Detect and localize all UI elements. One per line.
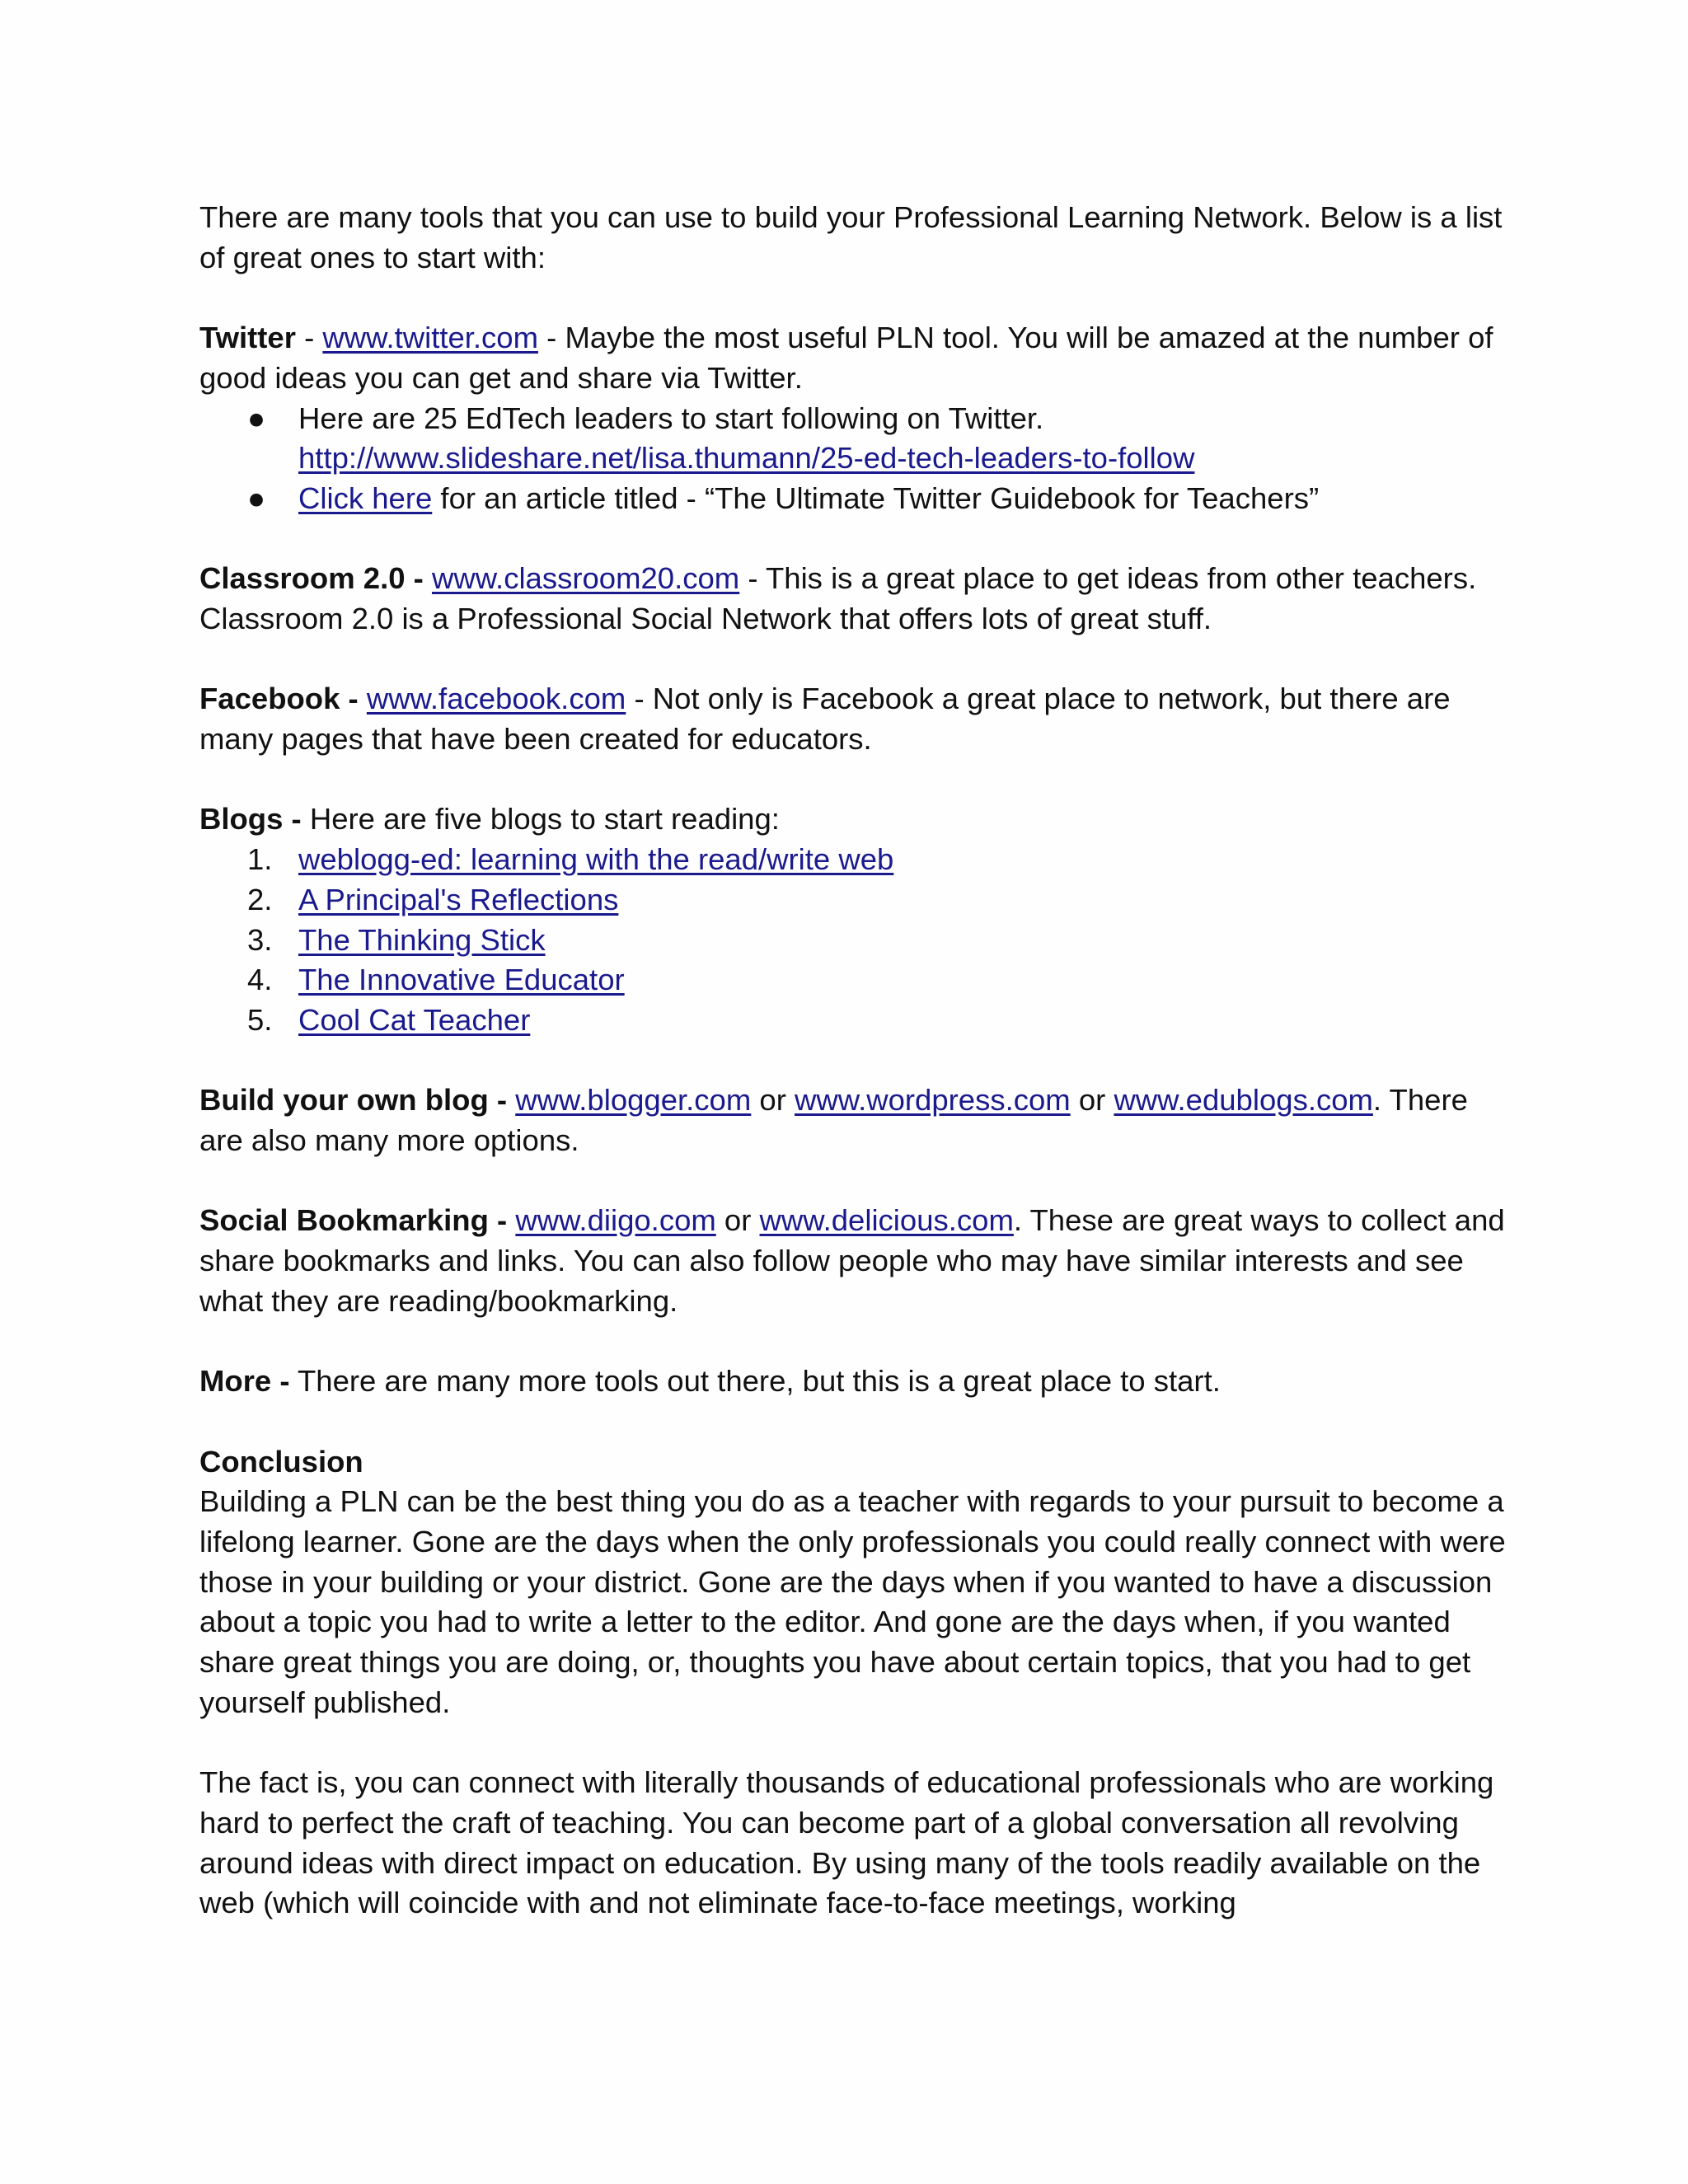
blog-link-cool-cat-teacher[interactable]: Cool Cat Teacher: [298, 1003, 531, 1037]
spacer: [199, 1402, 1518, 1442]
delicious-link[interactable]: www.delicious.com: [759, 1203, 1014, 1238]
intro-paragraph: There are many tools that you can use to build your Professional Learning Network. Below is a list of great ones to start with:: [199, 200, 1503, 274]
bullet-text: for an article titled - “The Ultimate Twitter Guidebook for Teachers”: [432, 480, 1320, 515]
more-paragraph: [199, 1361, 1518, 1402]
click-here-link[interactable]: Click here: [298, 480, 433, 515]
twitter-bullet-list: [199, 399, 1518, 519]
classroom-label: Classroom 2.0 -: [199, 561, 424, 596]
document-body: [199, 198, 1518, 1924]
social-bookmarking-description: . These are great ways to collect and share bookmarks and links. You can also follow people who may have similar interests and see what they are reading/bookmarking.: [199, 1203, 1505, 1318]
list-item: [199, 840, 1518, 880]
or-text: or: [751, 1083, 795, 1118]
twitter-label: Twitter: [199, 321, 296, 355]
facebook-description: - Not only is Facebook a great place to network, but there are many pages that have been created for educators.: [199, 682, 1451, 757]
spacer: [199, 278, 1518, 318]
facebook-paragraph: [199, 679, 1518, 759]
twitter-link[interactable]: www.twitter.com: [322, 321, 539, 355]
more-label: More -: [199, 1364, 290, 1399]
blogs-list: [199, 840, 1518, 1041]
social-bookmarking-paragraph: [199, 1201, 1518, 1321]
blogs-paragraph: [199, 799, 1518, 840]
wordpress-link[interactable]: www.wordpress.com: [795, 1083, 1071, 1118]
list-number: 5.: [247, 1003, 273, 1037]
or-text: or: [715, 1203, 760, 1238]
twitter-paragraph: [199, 318, 1518, 398]
bullet-text: Here are 25 EdTech leaders to start following on Twitter.: [298, 401, 1044, 435]
facebook-label: Facebook -: [199, 682, 359, 716]
classroom-paragraph: [199, 559, 1518, 639]
classroom-description: - This is a great place to get ideas from other teachers. Classroom 2.0 is a Professional Social Network that offers lots of great stuff.: [199, 561, 1477, 635]
blog-link-thinking-stick[interactable]: The Thinking Stick: [298, 922, 546, 957]
blogs-label: Blogs -: [199, 802, 302, 837]
slideshare-link[interactable]: http://www.slideshare.net/lisa.thumann/25-ed-tech-leaders-to-follow: [298, 441, 1195, 476]
list-item: [199, 880, 1518, 921]
list-item: [199, 960, 1518, 1001]
list-item: [199, 399, 1518, 479]
list-number: 3.: [247, 922, 273, 957]
list-number: 2.: [247, 882, 273, 916]
bullet-marker: ●: [247, 480, 266, 515]
blogs-description: Here are five blogs to start reading:: [301, 802, 780, 837]
twitter-description: - Maybe the most useful PLN tool. You will be amazed at the number of good ideas you can get and share via Twitter.: [199, 321, 1493, 395]
twitter-separator: -: [295, 321, 323, 355]
blog-link-innovative-educator[interactable]: The Innovative Educator: [298, 963, 625, 997]
list-item: [199, 479, 1518, 519]
spacer: [199, 760, 1518, 800]
build-blog-description: . There are also many more options.: [199, 1083, 1468, 1158]
spacer: [199, 1723, 1518, 1764]
blog-link-principals-reflections[interactable]: A Principal's Reflections: [298, 882, 619, 916]
list-item: [199, 921, 1518, 961]
conclusion-paragraph-2: The fact is, you can connect with literally thousands of educational professionals who are working hard to perfect the craft of teaching. You can become part of a global conversation all revolving around ideas with direct impact on education. By using many of the tools readily available on the web (which will coincide with and not eliminate face-to-face meetings, working: [199, 1765, 1494, 1920]
blog-link-weblogg-ed[interactable]: weblogg-ed: learning with the read/write web: [298, 842, 894, 877]
bullet-marker: ●: [247, 401, 266, 435]
more-description: There are many more tools out there, but this is a great place to start.: [289, 1364, 1221, 1399]
classroom-link[interactable]: www.classroom20.com: [431, 561, 740, 596]
blogger-link[interactable]: www.blogger.com: [515, 1083, 752, 1118]
spacer: [199, 1041, 1518, 1081]
conclusion-heading: Conclusion: [199, 1444, 363, 1479]
list-item: [199, 1001, 1518, 1041]
spacer: [199, 519, 1518, 560]
conclusion-paragraph-1: Building a PLN can be the best thing you do as a teacher with regards to your pursuit to become a lifelong learner. Gone are the days when the only professionals you could really connect with were those in your building or your district. Gone are the days when if you wanted to have a discussion about a topic you had to write a letter to the editor. And gone are the days when, if you wanted share great things you are doing, or, thoughts you have about certain topics, that you had to get yourself published.: [199, 1484, 1506, 1719]
social-bookmarking-label: Social Bookmarking -: [199, 1203, 508, 1238]
diigo-link[interactable]: www.diigo.com: [515, 1203, 716, 1238]
list-number: 4.: [247, 963, 273, 997]
list-number: 1.: [247, 842, 273, 877]
build-blog-label: Build your own blog -: [199, 1083, 508, 1118]
build-blog-paragraph: [199, 1080, 1518, 1160]
or-text: or: [1070, 1083, 1114, 1118]
spacer: [199, 640, 1518, 680]
spacer: [199, 1322, 1518, 1362]
edublogs-link[interactable]: www.edublogs.com: [1114, 1083, 1373, 1118]
spacer: [199, 1161, 1518, 1202]
facebook-link[interactable]: www.facebook.com: [366, 682, 626, 716]
